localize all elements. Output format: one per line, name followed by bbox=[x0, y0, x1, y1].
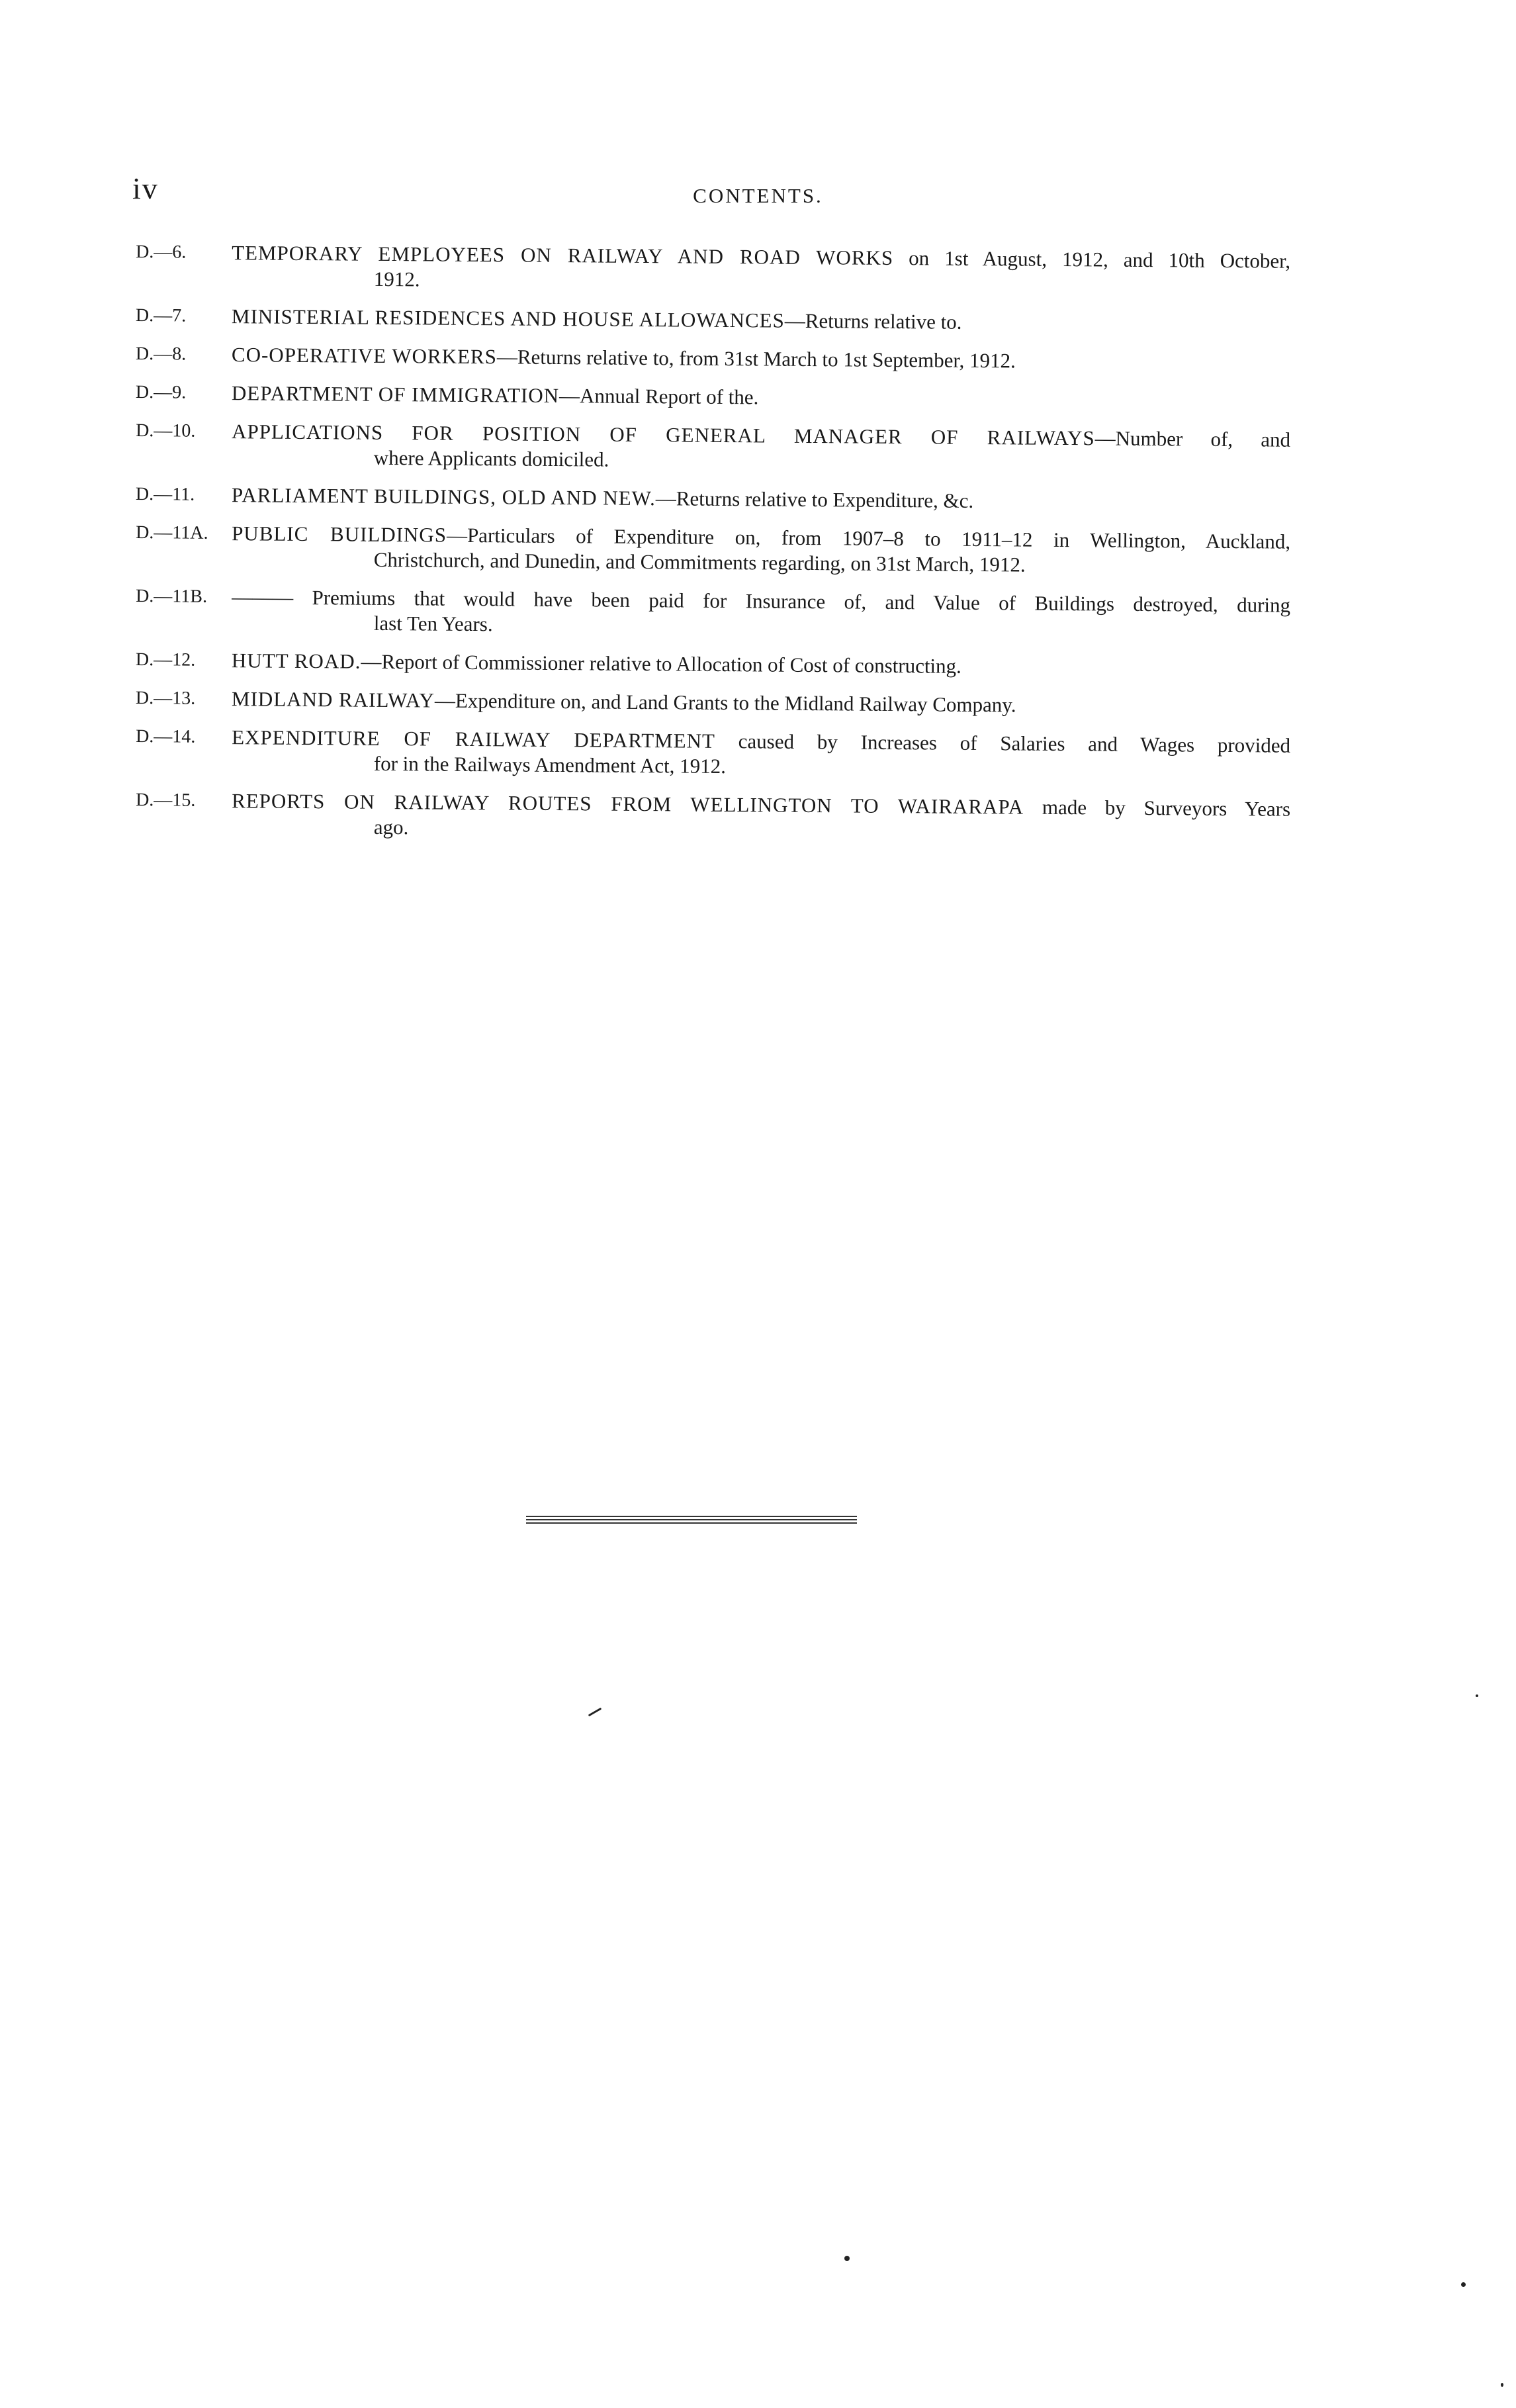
contents-entry-d12 bbox=[136, 647, 1290, 682]
entry-code: D.—7. bbox=[135, 305, 187, 326]
entry-line1 bbox=[232, 483, 1290, 516]
contents-entry-d9 bbox=[136, 380, 1290, 414]
entry-code: D.—12. bbox=[135, 649, 196, 671]
scan-speck bbox=[588, 1708, 602, 1717]
entry-continuation: where Applicants domiciled. bbox=[373, 445, 609, 471]
entry-body bbox=[232, 342, 1290, 376]
entry-continuation: ago. bbox=[373, 815, 409, 839]
rule-line bbox=[526, 1519, 857, 1520]
entry-code: D.—13. bbox=[135, 688, 196, 709]
entry-line1 bbox=[232, 686, 1290, 720]
entry-line1 bbox=[232, 381, 1290, 414]
entry-code: D.—11A. bbox=[136, 522, 208, 543]
page-heading: CONTENTS. bbox=[693, 184, 823, 207]
entry-text: —Number of, and bbox=[1094, 426, 1291, 451]
entry-body bbox=[232, 483, 1290, 516]
entry-text: Premiums that would have been paid for Insurance of, and Value of Buildings destroyed, during bbox=[293, 585, 1291, 617]
contents-entry-d6 bbox=[136, 240, 1291, 299]
rule-line bbox=[526, 1516, 857, 1517]
entry-body bbox=[232, 788, 1291, 847]
entry-title: APPLICATIONS FOR POSITION OF GENERAL MANAGER OF RAILWAYS bbox=[232, 420, 1095, 450]
entry-text: —Particulars of Expenditure on, from 1907–8 to 1911–12 in Wellington, Auckland, bbox=[446, 523, 1291, 553]
entry-line1 bbox=[232, 648, 1290, 682]
entry-code: D.—15. bbox=[136, 790, 196, 811]
entry-title: DEPARTMENT OF IMMIGRATION bbox=[231, 381, 560, 408]
entry-body bbox=[232, 648, 1290, 682]
entry-body bbox=[232, 240, 1291, 299]
entry-code: D.—14. bbox=[136, 726, 196, 747]
entry-title: TEMPORARY EMPLOYEES ON RAILWAY AND ROAD WORKS bbox=[232, 241, 894, 269]
entry-line1 bbox=[232, 304, 1290, 338]
section-end-rule bbox=[526, 1516, 857, 1526]
entry-continuation: last Ten Years. bbox=[373, 611, 493, 636]
entry-title: PARLIAMENT BUILDINGS, OLD AND NEW. bbox=[231, 483, 656, 510]
contents-entry-d7 bbox=[136, 303, 1290, 338]
entry-code: D.—6. bbox=[136, 242, 187, 263]
entry-text: —Expenditure on, and Land Grants to the Midland Railway Company. bbox=[434, 688, 1016, 717]
entry-continuation: Christchurch, and Dunedin, and Commitments regarding, on 31st March, 1912. bbox=[373, 547, 1026, 577]
scan-speck bbox=[844, 2256, 850, 2261]
entry-body bbox=[232, 686, 1290, 720]
entry-text: —Annual Report of the. bbox=[558, 384, 759, 409]
entry-text: —Returns relative to, from 31st March to 1st September, 1912. bbox=[496, 345, 1016, 373]
contents-entry-d10 bbox=[136, 418, 1291, 478]
contents-entry-d11a bbox=[136, 520, 1291, 580]
entry-title: REPORTS ON RAILWAY ROUTES FROM WELLINGTON TO WAIRARAPA bbox=[232, 789, 1024, 819]
entry-title: CO-OPERATIVE WORKERS bbox=[231, 343, 498, 369]
contents-entry-d15 bbox=[136, 788, 1291, 847]
entry-body bbox=[232, 584, 1291, 643]
contents-entry-d13 bbox=[136, 686, 1290, 720]
entry-line1 bbox=[232, 342, 1290, 376]
entry-continuation: for in the Railways Amendment Act, 1912. bbox=[373, 751, 727, 778]
scan-speck bbox=[1501, 2383, 1503, 2387]
ditto-dash: ——— bbox=[232, 585, 294, 609]
entry-code: D.—9. bbox=[135, 382, 187, 403]
contents-entry-d11 bbox=[136, 482, 1290, 516]
contents-list bbox=[136, 240, 1290, 851]
entry-code: D.—11. bbox=[135, 484, 195, 505]
entry-title: HUTT ROAD. bbox=[231, 649, 361, 673]
entry-text: —Returns relative to. bbox=[784, 308, 962, 334]
contents-entry-d14 bbox=[136, 724, 1291, 784]
entry-body bbox=[232, 521, 1291, 580]
entry-title: PUBLIC BUILDINGS bbox=[232, 522, 447, 547]
entry-code: D.—8. bbox=[135, 344, 187, 365]
entry-text: caused by Increases of Salaries and Wages provided bbox=[715, 729, 1291, 757]
scan-speck bbox=[1476, 1694, 1478, 1697]
entry-code: D.—11B. bbox=[136, 586, 208, 607]
entry-code: D.—10. bbox=[136, 420, 196, 441]
scan-speck bbox=[1461, 2282, 1466, 2287]
entry-body bbox=[232, 419, 1291, 478]
entry-body bbox=[232, 381, 1290, 414]
rule-line bbox=[526, 1522, 857, 1524]
entry-body bbox=[232, 725, 1291, 784]
entry-title: MINISTERIAL RESIDENCES AND HOUSE ALLOWANCES bbox=[231, 304, 785, 332]
entry-continuation: 1912. bbox=[373, 267, 420, 291]
contents-entry-d8 bbox=[136, 342, 1290, 376]
entry-text: —Returns relative to Expenditure, &c. bbox=[655, 486, 974, 512]
entry-text: made by Surveyors Years bbox=[1024, 795, 1291, 821]
contents-entry-d11b bbox=[136, 584, 1291, 643]
entry-title: MIDLAND RAILWAY bbox=[231, 687, 435, 712]
entry-text: —Report of Commissioner relative to Allocation of Cost of constructing. bbox=[361, 649, 962, 678]
entry-text: on 1st August, 1912, and 10th October, bbox=[893, 246, 1291, 273]
entry-title: EXPENDITURE OF RAILWAY DEPARTMENT bbox=[232, 725, 716, 753]
entry-body bbox=[232, 304, 1290, 338]
page-number: iv bbox=[132, 171, 159, 205]
